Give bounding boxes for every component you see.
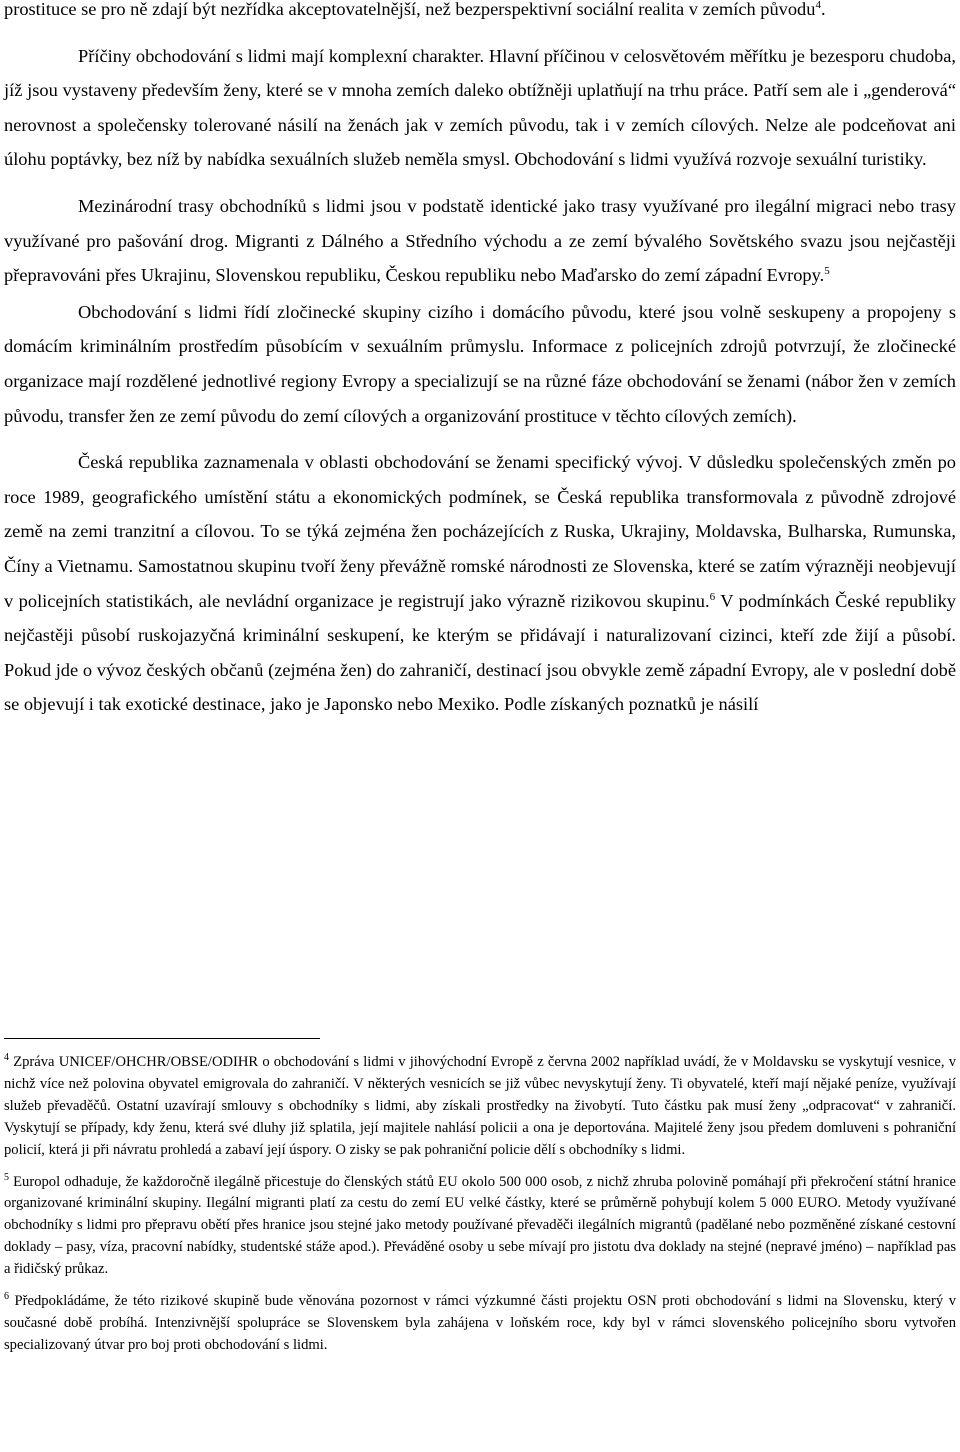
- footnote-number: 4: [4, 1052, 9, 1063]
- paragraph-3: [4, 189, 956, 293]
- footnote-separator: [4, 1038, 320, 1039]
- footnote-text: Předpokládáme, že této rizikové skupině bude věnována pozornost v rámci výzkumné části projektu OSN proti obchodování s lidmi na Slovensku, který v současné době probíhá. Intenzivnější spolupráce se Slovenskem byla zahájena v loňském roce, kdy byl v rámci slovenského policejního sboru vytvořen specializovaný útvar pro boj proti obchodování s lidmi.: [4, 1293, 956, 1353]
- paragraph-5-text-a: Česká republika zaznamenala v oblasti obchodování se ženami specifický vývoj. V důsledku společenských změn po roce 1989, geografického umístění státu a ekonomických podmínek, se Česká republika transformovala z původně zdrojové země na zemi tranzitní a cílovou. To se týká zejména žen pocházejících z Ruska, Ukrajiny, Moldavska, Bulharska, Rumunska, Číny a Vietnamu. Samostatnou skupinu tvoří ženy převážně romské národnosti ze Slovenska, které se zatím výrazněji neobjevují v policejních statistikách, ale nevládní organizace je registrují jako výrazně rizikovou skupinu.: [4, 452, 956, 611]
- footnote-5: [4, 1172, 956, 1282]
- paragraph-5-text-b: V podmínkách České republiky nejčastěji působí ruskojazyčná kriminální seskupení, ke kterým se přidávají i naturalizovaní cizinci, kteří zde žijí a působí. Pokud jde o vývoz českých občanů (zejména žen) do zahraničí, destinací jsou obvykle země západní Evropy, ale v poslední době se objevují i tak exotické destinace, jako je Japonsko nebo Mexiko. Podle získaných poznatků je násilí: [4, 590, 956, 715]
- paragraph-4-text: Obchodování s lidmi řídí zločinecké skupiny cizího i domácího původu, které jsou volně seskupeny a propojeny s domácím kriminálním prostředím působícím v sexuálním průmyslu. Informace z policejních zdrojů potvrzují, že zločinecké organizace mají rozdělené jednotlivé regiony Evropy a specializují se na různé fáze obchodování se ženami (nábor žen v zemích původu, transfer žen ze zemí původu do zemí cílových a organizování prostituce v těchto cílových zemích).: [4, 301, 956, 426]
- footnote-text: Europol odhaduje, že každoročně ilegálně přicestuje do členských států EU okolo 500 000 osob, z nichž zhruba polovině pomáhají při překročení státní hranice organizované kriminální skupiny. Ilegální migranti platí za cestu do zemí EU velké částky, které se průměrně pohybují kolem 5 000 EURO. Metody využívané obchodníky s lidmi pro přepravu obětí přes hranice jsou stejné jako metody používané převaděči ilegálních migrantů (padělané nebo pozměněné získané cestovní doklady – pasy, víza, pracovní nabídky, studentské stáže apod.). Převáděné osoby u sebe mívají pro jistotu dva doklady na stejné (nepravé jméno) – například pas a řidičský průkaz.: [4, 1173, 956, 1278]
- paragraph-5: [4, 445, 956, 722]
- footnote-number: 6: [4, 1291, 9, 1303]
- footnote-number: 5: [4, 1171, 9, 1183]
- footnote-ref-5[interactable]: 5: [824, 265, 830, 278]
- paragraph-3-text: Mezinárodní trasy obchodníků s lidmi jsou v podstatě identické jako trasy využívané pro ilegální migraci nebo trasy využívané pro pašování drog. Migranti z Dálného a Středního východu a ze zemí bývalého Sovětského svazu jsou nejčastěji přepravováni přes Ukrajinu, Slovenskou republiku, Českou republiku nebo Maďarsko do zemí západní Evropy.: [4, 195, 956, 286]
- footnote-6: [4, 1291, 956, 1357]
- footnote-4: [4, 1052, 956, 1162]
- paragraph-2: [4, 39, 956, 177]
- paragraph-2-text: Příčiny obchodování s lidmi mají komplexní charakter. Hlavní příčinou v celosvětovém měřítku je bezesporu chudoba, jíž jsou vystaveny především ženy, které se v mnoha zemích daleko obtížněji uplatňují na trhu práce. Patří sem ale i „genderová“ nerovnost a společensky tolerované násilí na ženách jak v zemích původu, tak i v zemích cílových. Nelze ale podceňovat ani úlohu poptávky, bez níž by nabídka sexuálních služeb neměla smysl. Obchodování s lidmi využívá rozvoje sexuální turistiky.: [4, 45, 956, 170]
- footnote-ref-4[interactable]: 4: [815, 0, 821, 11]
- footnotes: [4, 1052, 956, 1367]
- paragraph-1: [4, 0, 956, 27]
- paragraph-1-text-b: .: [820, 0, 826, 19]
- footnote-ref-6[interactable]: 6: [709, 590, 716, 603]
- body-text: [4, 0, 956, 722]
- document-page: [4, 0, 956, 1452]
- footnote-text: Zpráva UNICEF/OHCHR/OBSE/ODIHR o obchodování s lidmi v jihovýchodní Evropě z června 2002 například uvádí, že v Moldavsku se vyskytují vesnice, v nichž více než polovina obyvatel emigrovala do zahraničí. V některých vesnicích se již vůbec nevyskytují ženy. Ti obyvatelé, kteří mají nějaké peníze, využívají služeb převaděčů. Ostatní uzavírají smlouvy s obchodníky s lidmi, aby získali prostředky na živobytí. Tuto částku pak musí ženy „odpracovat“ v zahraničí. Vyskytují se případy, kdy ženu, která své dluhy již splatila, její majitele nahlásí policii a ona je deportována. Majitelé ženy jsou předem domluveni s pohraniční policií, která ji při návratu prohledá a zabaví její úspory. O zisky se pak pohraniční policie dělí s obchodníky s lidmi.: [4, 1054, 957, 1158]
- paragraph-4: [4, 295, 956, 433]
- paragraph-1-text-a: prostituce se pro ně zdají být nezřídka akceptovatelnější, než bezperspektivní sociální realita v zemích původu: [4, 0, 816, 19]
